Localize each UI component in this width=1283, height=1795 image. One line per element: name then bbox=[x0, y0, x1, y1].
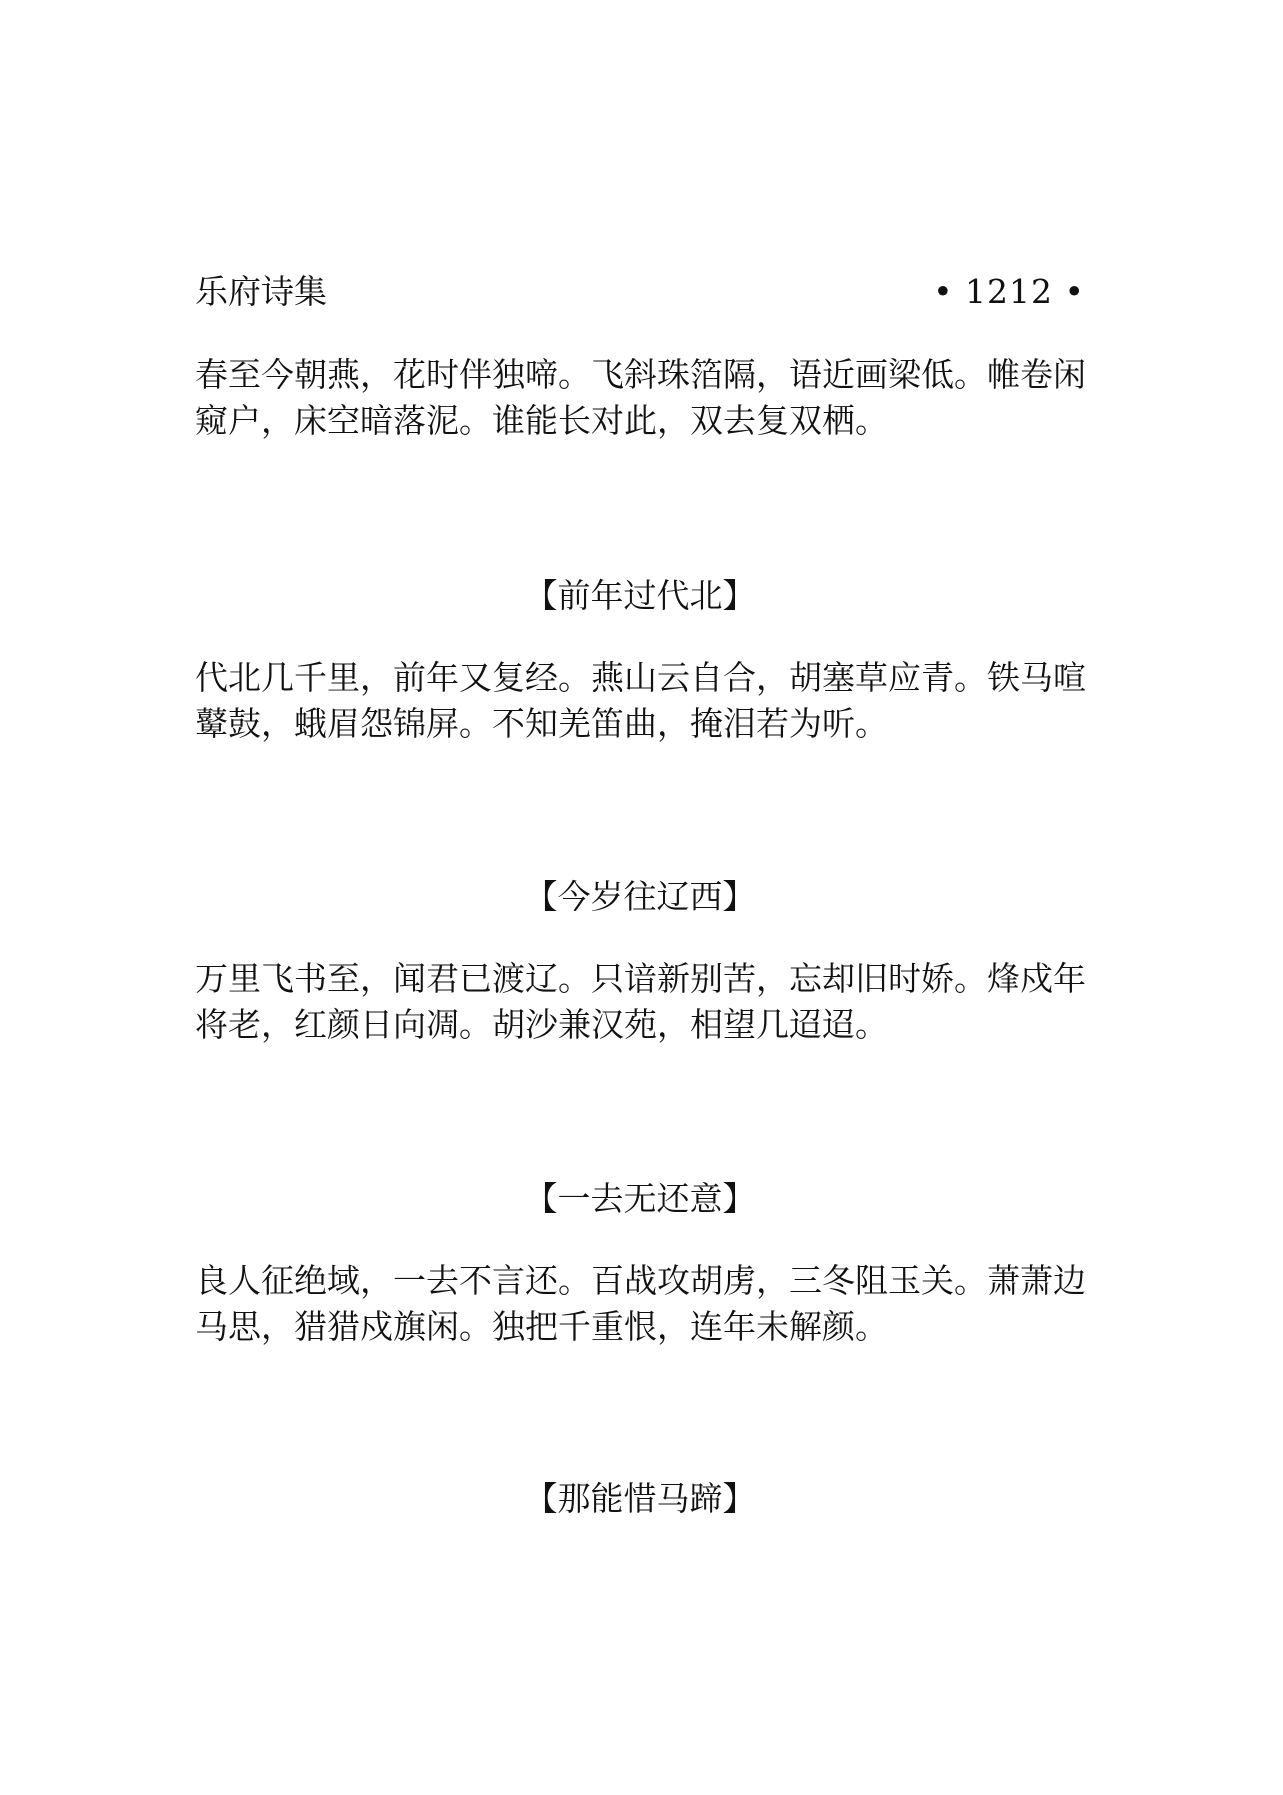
section-heading-5: 【那能惜马蹄】 bbox=[524, 1479, 756, 1518]
poem-text-4 bbox=[195, 1258, 1085, 1350]
poem-text-2 bbox=[195, 655, 1085, 747]
book-title: 乐府诗集 bbox=[195, 272, 327, 311]
running-head bbox=[195, 268, 1085, 316]
poem-text-1 bbox=[195, 352, 1085, 444]
poem-line: 良人征绝域，一去不言还。百战攻胡虏，三冬阻玉关。萧萧边 bbox=[195, 1261, 1086, 1300]
poem-text-3 bbox=[195, 956, 1085, 1048]
page-number: • 1212 • bbox=[933, 272, 1085, 311]
section-heading-4: 【一去无还意】 bbox=[524, 1179, 756, 1218]
poem-line: 窥户，床空暗落泥。谁能长对此，双去复双栖。 bbox=[195, 401, 888, 440]
poem-line: 将老，红颜日向凋。胡沙兼汉苑，相望几迢迢。 bbox=[195, 1005, 888, 1044]
poem-line: 万里飞书至，闻君已渡辽。只谙新别苦，忘却旧时娇。烽戍年 bbox=[195, 959, 1086, 998]
section-heading-3: 【今岁往辽西】 bbox=[524, 877, 756, 916]
poem-line: 鼙鼓，蛾眉怨锦屏。不知羌笛曲，掩泪若为听。 bbox=[195, 704, 888, 743]
poem-line: 春至今朝燕，花时伴独啼。飞斜珠箔隔，语近画梁低。帷卷闲 bbox=[195, 355, 1086, 394]
poem-line: 代北几千里，前年又复经。燕山云自合，胡塞草应青。铁马喧 bbox=[195, 658, 1086, 697]
poem-line: 马思，猎猎戍旗闲。独把千重恨，连年未解颜。 bbox=[195, 1307, 888, 1346]
section-heading-2: 【前年过代北】 bbox=[524, 576, 756, 615]
